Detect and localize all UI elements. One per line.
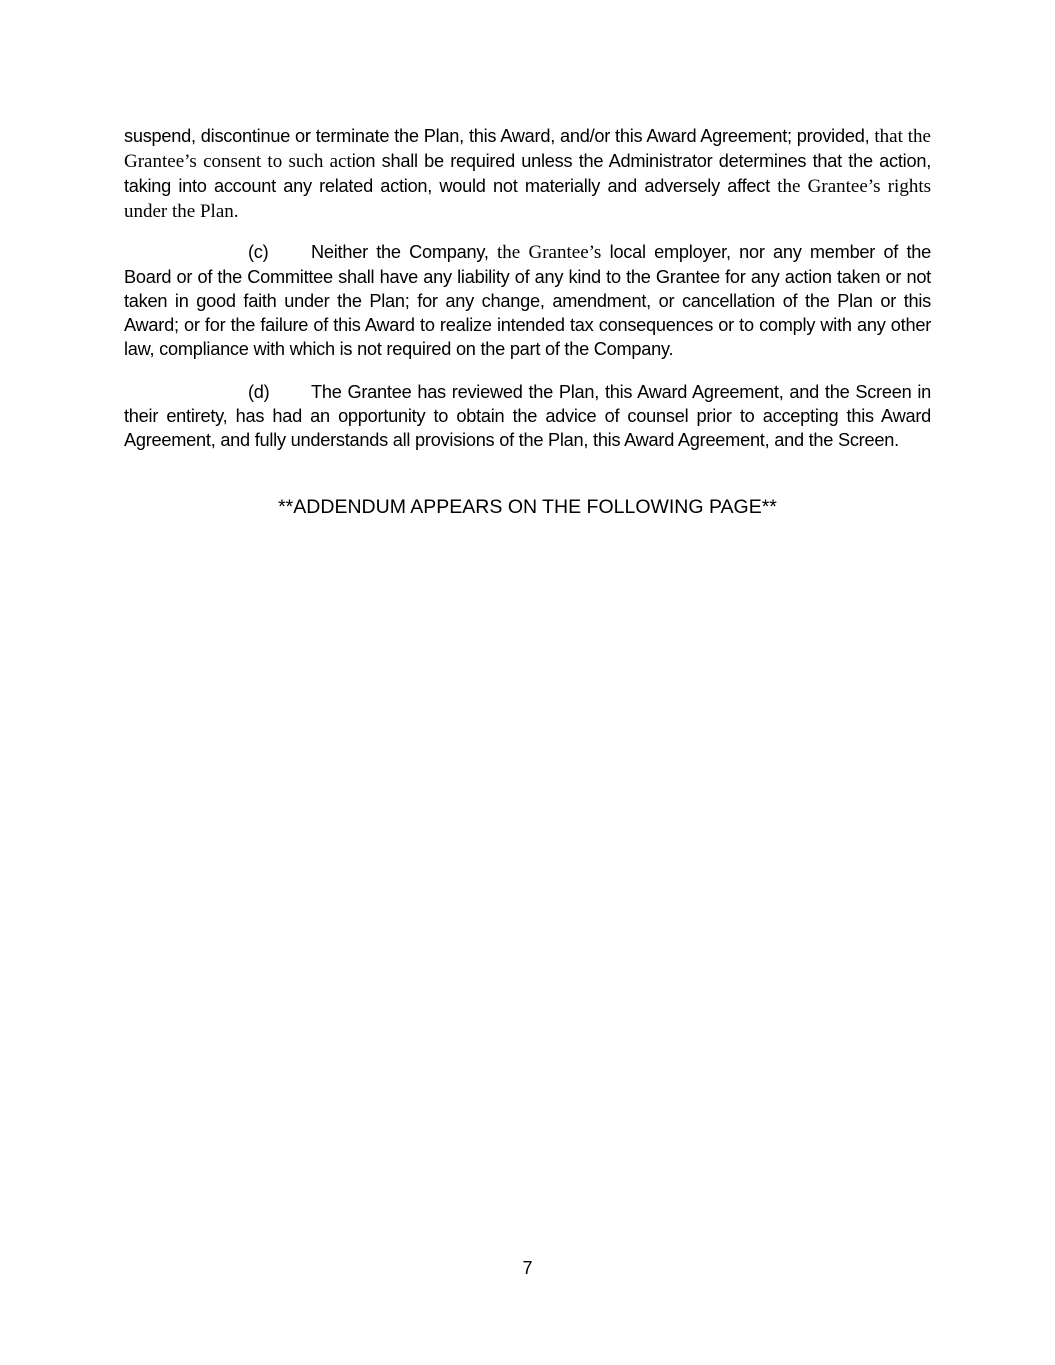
paragraph-c-label: (c) xyxy=(248,242,269,262)
page-number: 7 xyxy=(522,1258,533,1278)
paragraph-d-label: (d) xyxy=(248,382,270,402)
paragraph-text-segment-serif: that the Grantee’s consent to such act xyxy=(124,126,931,172)
paragraph-text-segment: ion shall be required unless the Administrator determines that the action, taking into account any related action, would not materially and adversely affect xyxy=(124,151,932,196)
paragraph-text-segment: suspend, discontinue or terminate the Plan, this Award, and/or this Award Agreement; provided, xyxy=(124,126,875,146)
paragraph-text-segment: local employer, nor any member of the Board or of the Committee shall have any liability of any kind to the Grantee for any action taken or not taken in good faith under the Plan; for any change, amendment, or cancellation of the Plan or this Award; or for the failure of this Award to realize intended tax consequences or to comply with any other law, compliance with which is not required on the part of the Company. xyxy=(124,242,931,359)
paragraph-d-review xyxy=(124,380,931,452)
addendum-notice: **ADDENDUM APPEARS ON THE FOLLOWING PAGE** xyxy=(278,496,777,518)
paragraph-text-segment-serif: the Grantee’s rights under the Plan. xyxy=(124,176,931,222)
paragraph-c-liability xyxy=(124,240,931,361)
paragraph-amendment-consent xyxy=(124,124,931,224)
paragraph-text-segment: Neither the Company, xyxy=(311,242,497,262)
paragraph-text-segment-serif: the Grantee’s xyxy=(497,242,602,263)
paragraph-text-segment: The Grantee has reviewed the Plan, this Award Agreement, and the Screen in their entirety, has had an opportunity to obtain the advice of counsel prior to accepting this Award Agreement, and fully understands all provisions of the Plan, this Award Agreement, and the Screen. xyxy=(124,382,931,450)
